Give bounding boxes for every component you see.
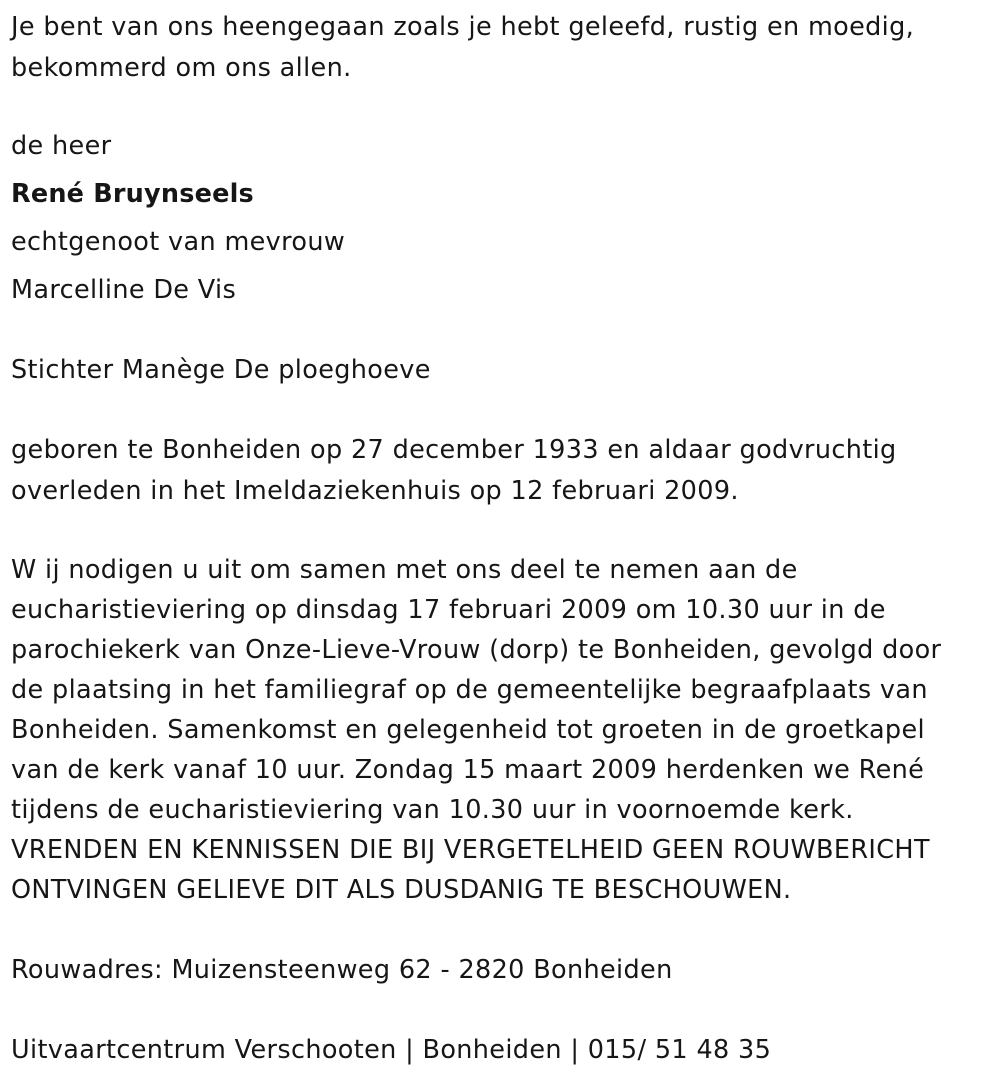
invitation-line-6: van de kerk vanaf 10 uur. Zondag 15 maart 2009 herdenken we René bbox=[11, 755, 925, 785]
invitation-line-1: W ij nodigen u uit om samen met ons deel te nemen aan de bbox=[11, 555, 798, 585]
invitation-line-5: Bonheiden. Samenkomst en gelegenheid tot groeten in de groetkapel bbox=[11, 715, 925, 745]
mourning-address: Rouwadres: Muizensteenweg 62 - 2820 Bonheiden bbox=[11, 955, 673, 985]
invitation-line-4: de plaatsing in het familiegraf op de gemeentelijke begraafplaats van bbox=[11, 675, 928, 705]
intro-line-2: bekommerd om ons allen. bbox=[11, 53, 352, 83]
invitation-line-9: ONTVINGEN GELIEVE DIT ALS DUSDANIG TE BESCHOUWEN. bbox=[11, 875, 792, 905]
role-line: Stichter Manège De ploeghoeve bbox=[11, 355, 431, 385]
spouse-name: Marcelline De Vis bbox=[11, 275, 237, 305]
invitation-line-2: eucharistieviering op dinsdag 17 februari 2009 om 10.30 uur in de bbox=[11, 595, 886, 625]
deceased-name: René Bruynseels bbox=[11, 179, 254, 209]
invitation-line-8: VRENDEN EN KENNISSEN DIE BIJ VERGETELHEID GEEN ROUWBERICHT bbox=[11, 835, 930, 865]
invitation-line-7: tijdens de eucharistieviering van 10.30 uur in voornoemde kerk. bbox=[11, 795, 854, 825]
invitation-line-3: parochiekerk van Onze-Lieve-Vrouw (dorp) te Bonheiden, gevolgd door bbox=[11, 635, 942, 665]
birth-death-line-1: geboren te Bonheiden op 27 december 1933 en aldaar godvruchtig bbox=[11, 435, 897, 465]
funeral-home-contact: Uitvaartcentrum Verschooten | Bonheiden | 015/ 51 48 35 bbox=[11, 1035, 772, 1065]
birth-death-line-2: overleden in het Imeldaziekenhuis op 12 februari 2009. bbox=[11, 476, 739, 506]
deceased-title: de heer bbox=[11, 131, 112, 161]
intro-line-1: Je bent van ons heengegaan zoals je hebt geleefd, rustig en moedig, bbox=[11, 12, 915, 42]
spouse-intro: echtgenoot van mevrouw bbox=[11, 227, 346, 257]
